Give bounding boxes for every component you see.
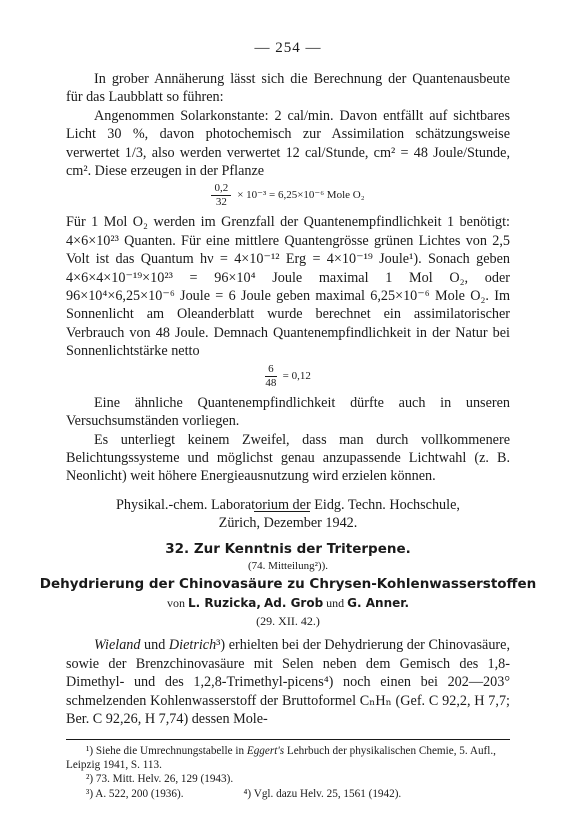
article-date: (29. XII. 42.) xyxy=(256,614,320,628)
footnote-1-end: Lehrbuch der physikalischen Chemie, 5. Aufl., Leipzig 1941, S. 113. xyxy=(66,745,496,772)
footnote-1-name: Eggert's xyxy=(246,745,285,757)
paragraph-2: Angenommen Solarkonstante: 2 cal/min. Davon entfällt auf sichtbares Licht 30 %, davon photochemisch zur Assimilation schätzungsweise verwertet 1/3, also werden verwertet 12 cal/Stunde, cm² = 48 Joule/Stunde, cm². Diese erzeugen in der Pflanze xyxy=(66,107,510,180)
author-2: Ad. Grob xyxy=(263,596,324,610)
footnotes xyxy=(66,744,510,801)
paragraph-1: In grober Annäherung lässt sich die Berechnung der Quantenausbeute für das Laubblatt so führen: xyxy=(66,71,510,106)
fraction-1-denominator: 32 xyxy=(215,196,227,209)
paragraph-3: Für 1 Mol O₂ werden im Grenzfall der Quantenempfindlichkeit 1 benötigt: 4×6×10²³ Quanten. Für eine mittlere Quantengrösse grünen Lichtes von 2,5 Volt ist das Quantum hν = 4×10⁻¹² Erg = 4×10⁻¹⁹ Joule¹). Sonach geben 4×6×4×10⁻¹⁹×10²³ = 96×10⁴ Joule maximal 1 Mol O₂, oder 96×10⁴×6,25×10⁻⁶ Joule = 6 Joule geben maximal 6,25×10⁻⁶ Mole O₂. Im Sonnenlicht am Oleanderblatt wurde berechnet ein assimilatorischer Verbrauch von 48 Joule. Demnach Quantenempfindlichkeit in der Natur bei Sonnenlichtstärke netto xyxy=(66,214,510,360)
author-line xyxy=(0,596,576,611)
formula-2-rest: = 0,12 xyxy=(282,369,311,382)
footnote-3-4 xyxy=(66,787,510,801)
conjunction: und xyxy=(140,637,169,653)
signature-block xyxy=(66,496,510,533)
article-paragraph-text: ³) erhielten bei der Dehydrierung der Chinovasäure, sowie der Brenzchinovasäure mit Selen neben dem Gemisch des 1,8-Dimethyl- und des 1,2,8-Trimethyl-picens⁴) noch einen bei 202—203° schmelzenden Kohlenwasserstoff der Bruttoformel CₙHₙ (Gef. C 92,2, H 7,7; Ber. C 92,26, H 7,74) dessen Mole- xyxy=(66,637,510,728)
signature-line-1: Physikal.-chem. Laboratorium der Eidg. Techn. Hochschule, xyxy=(116,496,460,513)
top-section xyxy=(66,70,510,533)
author-3: G. Anner. xyxy=(347,596,410,610)
fraction-2-denominator: 48 xyxy=(265,376,277,389)
footnote-divider xyxy=(66,739,510,740)
article-body xyxy=(66,636,510,729)
author-1: L. Ruzicka, xyxy=(187,596,261,610)
page-number: — 254 — xyxy=(254,40,322,56)
fraction-1 xyxy=(211,182,231,209)
signature-line-2: Zürich, Dezember 1942. xyxy=(218,515,358,532)
formula-1 xyxy=(66,182,510,209)
fraction-2-numerator: 6 xyxy=(265,363,277,377)
article-title: 32. Zur Kenntnis der Triterpene. xyxy=(165,541,411,557)
footnote-1 xyxy=(66,744,510,772)
footnote-3: ³) A. 522, 200 (1936). xyxy=(86,787,184,800)
article-subtitle: Dehydrierung der Chinovasäure zu Chrysen-Kohlenwasserstoffen xyxy=(39,576,537,592)
footnote-4: ⁴) Vgl. dazu Helv. 25, 1561 (1942). xyxy=(243,787,402,800)
section-divider xyxy=(254,511,310,512)
fraction-2 xyxy=(265,363,277,390)
footnote-1-start: ¹) Siehe die Umrechnungstabelle in xyxy=(86,745,247,757)
paragraph-5: Es unterliegt keinem Zweifel, dass man durch vollkommenere Belichtungssysteme und möglichst genau anzupassende Lichtwahl (z. B. Neonlicht) weit höhere Energieausnutzung wird erzielen können. xyxy=(66,431,510,485)
footnote-2: ²) 73. Mitt. Helv. 26, 129 (1943). xyxy=(86,773,234,786)
formula-1-rest: × 10⁻³ = 6,25×10⁻⁶ Mole O₂ xyxy=(237,189,365,202)
article-title-subtitle: (74. Mitteilung²)). xyxy=(248,560,328,572)
formula-2 xyxy=(66,363,510,390)
fraction-1-numerator: 0,2 xyxy=(211,182,231,196)
paragraph-4: Eine ähnliche Quantenempfindlichkeit dürfte auch in unseren Versuchsumständen vorliegen. xyxy=(66,394,510,430)
authors-von: von xyxy=(166,596,185,610)
authors-und: und xyxy=(326,596,345,610)
article-paragraph xyxy=(66,636,510,729)
cited-author-1: Wieland xyxy=(94,637,141,653)
cited-author-2: Dietrich xyxy=(168,637,217,653)
